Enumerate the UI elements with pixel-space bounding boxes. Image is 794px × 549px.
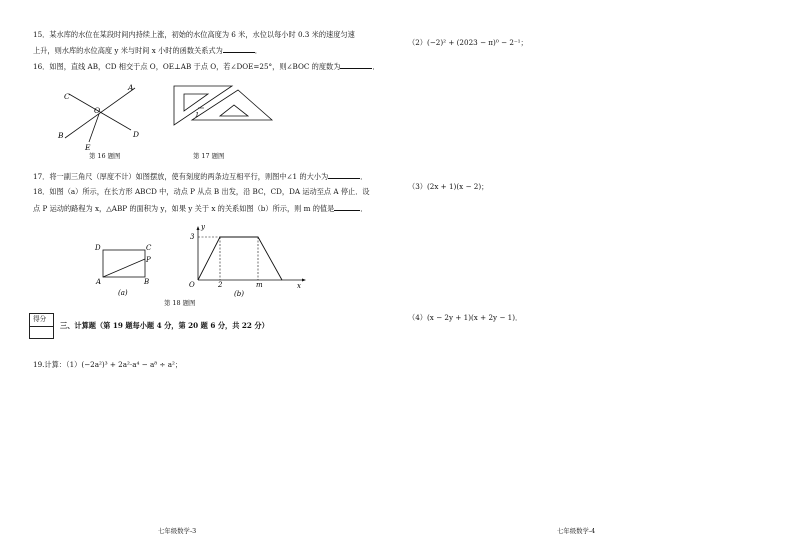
fig16-label-c: C	[64, 92, 70, 101]
q19-part4: （4）(x − 2y + 1)(x + 2y − 1)．	[408, 313, 523, 322]
fig18b-label-o: O	[189, 281, 195, 289]
footer-page-4: 七年级数学-4	[557, 527, 596, 535]
fig17-square-b-inner	[220, 105, 248, 116]
fig18a-segment-ap	[103, 259, 145, 277]
fig16-label-a: A	[128, 83, 134, 92]
q15-answer-blank[interactable]	[223, 45, 255, 53]
fig18a-label-b: B	[144, 278, 150, 286]
fig18a-rectangle	[103, 250, 145, 277]
fig16-label-b: B	[58, 131, 64, 140]
fig18a-label-c: C	[146, 244, 152, 252]
fig18-caption: 第 18 题图	[164, 299, 196, 307]
fig17-square-a-inner	[184, 94, 208, 111]
fig16-diagram	[55, 80, 145, 155]
q17-answer-blank[interactable]	[328, 171, 360, 179]
fig18a-diagram	[93, 240, 163, 300]
q17-text: 17．将一副三角尺（厚度不计）如图摆放，使有刻度的两条边互相平行，则图中∠1 的大小为 ．	[33, 172, 368, 181]
fig18b-label-y: y	[201, 223, 205, 231]
q15-line2: 上升，则水库的水位高度 y 米与时间 x 小时的函数关系式为 ．	[33, 46, 262, 55]
fig18a-label-a: A	[96, 278, 102, 286]
fig18b-curve	[198, 237, 282, 280]
q16-text: 16．如图，直线 AB，CD 相交于点 O，OE⊥AB 于点 O，若∠DOE=25°，则∠BOC 的度数为 ．	[33, 62, 380, 71]
q19-part3: （3）(2x + 1)(x − 2)；	[408, 182, 489, 191]
fig17-diagram	[168, 80, 278, 150]
fig18b-label-x: x	[297, 282, 301, 290]
q19-part2: （2）(−2)² + (2023 − π)⁰ − 2⁻¹；	[408, 38, 528, 47]
fig17-angle-label: 1	[195, 111, 200, 119]
footer-page-3: 七年级数学-3	[158, 527, 197, 535]
fig18b-graph	[180, 222, 310, 298]
score-box	[29, 313, 54, 339]
q17-text-span: 17．将一副三角尺（厚度不计）如图摆放，使有刻度的两条边互相平行，则图中∠1 的大小为	[33, 172, 329, 181]
q16-answer-blank[interactable]	[340, 61, 372, 69]
fig18a-label-p: P	[146, 256, 151, 264]
fig18b-x-arrow	[302, 279, 306, 282]
q18-line2-text: 点 P 运动的路程为 x，△ABP 的面积为 y，如果 y 关于 x 的关系如图（b）所示，则 m 的值是	[33, 204, 335, 213]
fig17-caption: 第 17 题图	[193, 152, 225, 160]
q18-line2: 点 P 运动的路程为 x，△ABP 的面积为 y，如果 y 关于 x 的关系如图（b）所示，则 m 的值是 ．	[33, 204, 368, 213]
q15-line2-text: 上升，则水库的水位高度 y 米与时间 x 小时的函数关系式为	[33, 46, 223, 55]
fig18b-label-2: 2	[218, 281, 223, 289]
fig17-square-a-outer	[174, 86, 232, 125]
q18-line1: 18．如图（a）所示，在长方形 ABCD 中，动点 P 从点 B 出发，沿 BC，CD，DA 运动至点 A 停止．设	[33, 187, 370, 196]
fig16-label-d: D	[133, 130, 140, 139]
fig18b-caption: (b)	[234, 290, 244, 298]
fig18a-label-d: D	[95, 244, 101, 252]
q15-line1: 15．某水库的水位在某段时间内持续上涨，初始的水位高度为 6 米，水位以每小时 0.3 米的速度匀速	[33, 30, 355, 39]
fig16-caption: 第 16 题图	[89, 152, 121, 160]
fig18b-label-3: 3	[190, 233, 195, 241]
q19-part1: 19.计算：（1）(−2a²)³ + 2a²·a⁴ − a⁸ ÷ a²；	[33, 360, 183, 369]
q16-text-span: 16．如图，直线 AB，CD 相交于点 O，OE⊥AB 于点 O，若∠DOE=25°，则∠BOC 的度数为	[33, 62, 341, 71]
fig16-label-o: O	[94, 106, 101, 115]
score-label: 得分	[33, 315, 47, 323]
fig16-label-e: E	[85, 143, 91, 152]
score-box-divider	[30, 326, 53, 327]
section-3-heading: 三、计算题（第 19 题每小题 4 分，第 20 题 6 分，共 22 分）	[60, 321, 269, 330]
q18-answer-blank[interactable]	[334, 203, 360, 211]
fig18b-y-arrow	[197, 226, 200, 230]
fig18a-caption: (a)	[118, 289, 128, 297]
fig16-ray-oe	[89, 114, 99, 142]
fig18b-label-m: m	[256, 281, 263, 289]
